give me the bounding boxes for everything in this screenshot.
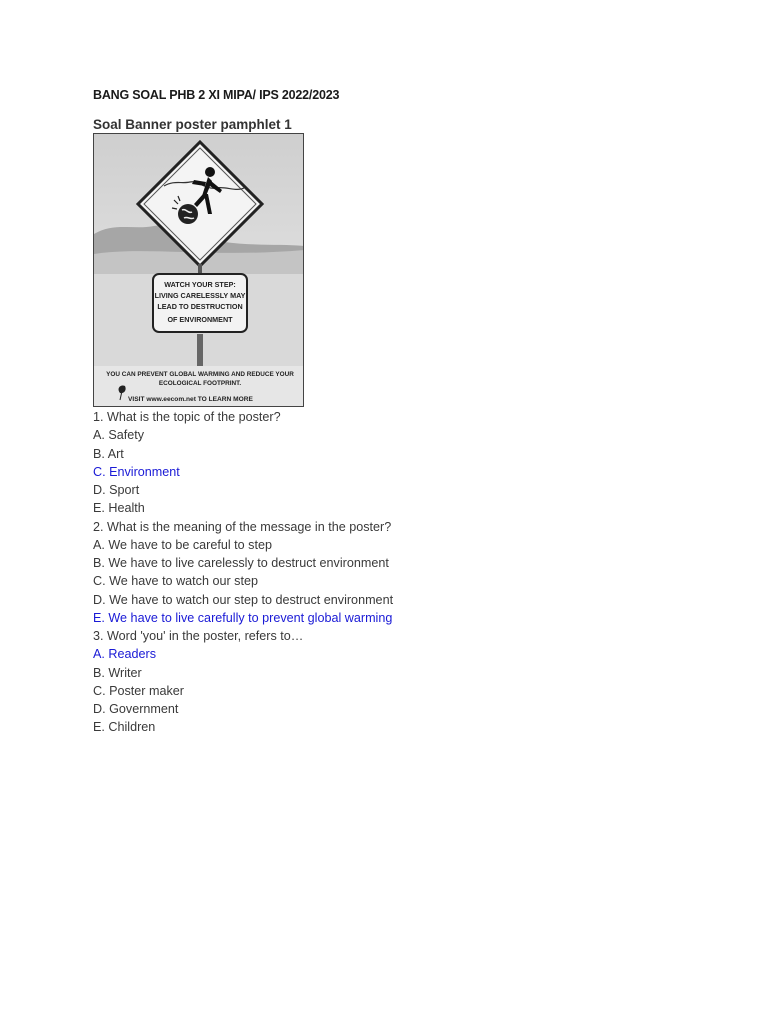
poster-footer-line-2: ECOLOGICAL FOOTPRINT. (158, 380, 242, 387)
answer-option: A. We have to be careful to step (93, 537, 272, 552)
sign-line-3: LEAD TO DESTRUCTION (157, 302, 243, 311)
answer-option: D. We have to watch our step to destruct environment (93, 592, 394, 607)
answer-option: E. Children (93, 720, 156, 735)
sign-line-1: WATCH YOUR STEP: (164, 280, 236, 289)
question-text: 3. Word 'you' in the poster, refers to… (93, 629, 304, 643)
answer-option: D. Government (93, 702, 179, 716)
answer-option: B. Art (93, 446, 124, 461)
answer-option: C. Poster maker (93, 683, 184, 698)
answer-option: E. Health (93, 501, 145, 516)
poster-visit-text: VISIT www.eecom.net TO LEARN MORE (128, 396, 253, 403)
answer-option: B. Writer (93, 665, 142, 680)
answer-option: A. Safety (93, 428, 145, 443)
question-text: 1. What is the topic of the poster? (93, 410, 281, 424)
answer-option-correct: E. We have to live carefully to prevent global warming (93, 610, 393, 625)
answer-option: D. Sport (93, 483, 140, 497)
questions-list (93, 408, 693, 737)
sign-line-4: OF ENVIRONMENT (167, 315, 233, 324)
poster-footer-line-1: YOU CAN PREVENT GLOBAL WARMING AND REDUCE YOUR (106, 371, 294, 378)
answer-option: B. We have to live carelessly to destruct environment (93, 556, 389, 570)
question-text: 2. What is the meaning of the message in the poster? (93, 519, 392, 534)
sign-line-2: LIVING CARELESSLY MAY (154, 291, 246, 300)
answer-option-correct: C. Environment (93, 464, 180, 479)
section-title: Soal Banner poster pamphlet 1 (93, 117, 292, 132)
answer-option: C. We have to watch our step (93, 574, 258, 589)
page-title: BANG SOAL PHB 2 XI MIPA/ IPS 2022/2023 (93, 88, 340, 102)
poster-image (93, 133, 304, 407)
answer-option-correct: A. Readers (93, 647, 156, 662)
